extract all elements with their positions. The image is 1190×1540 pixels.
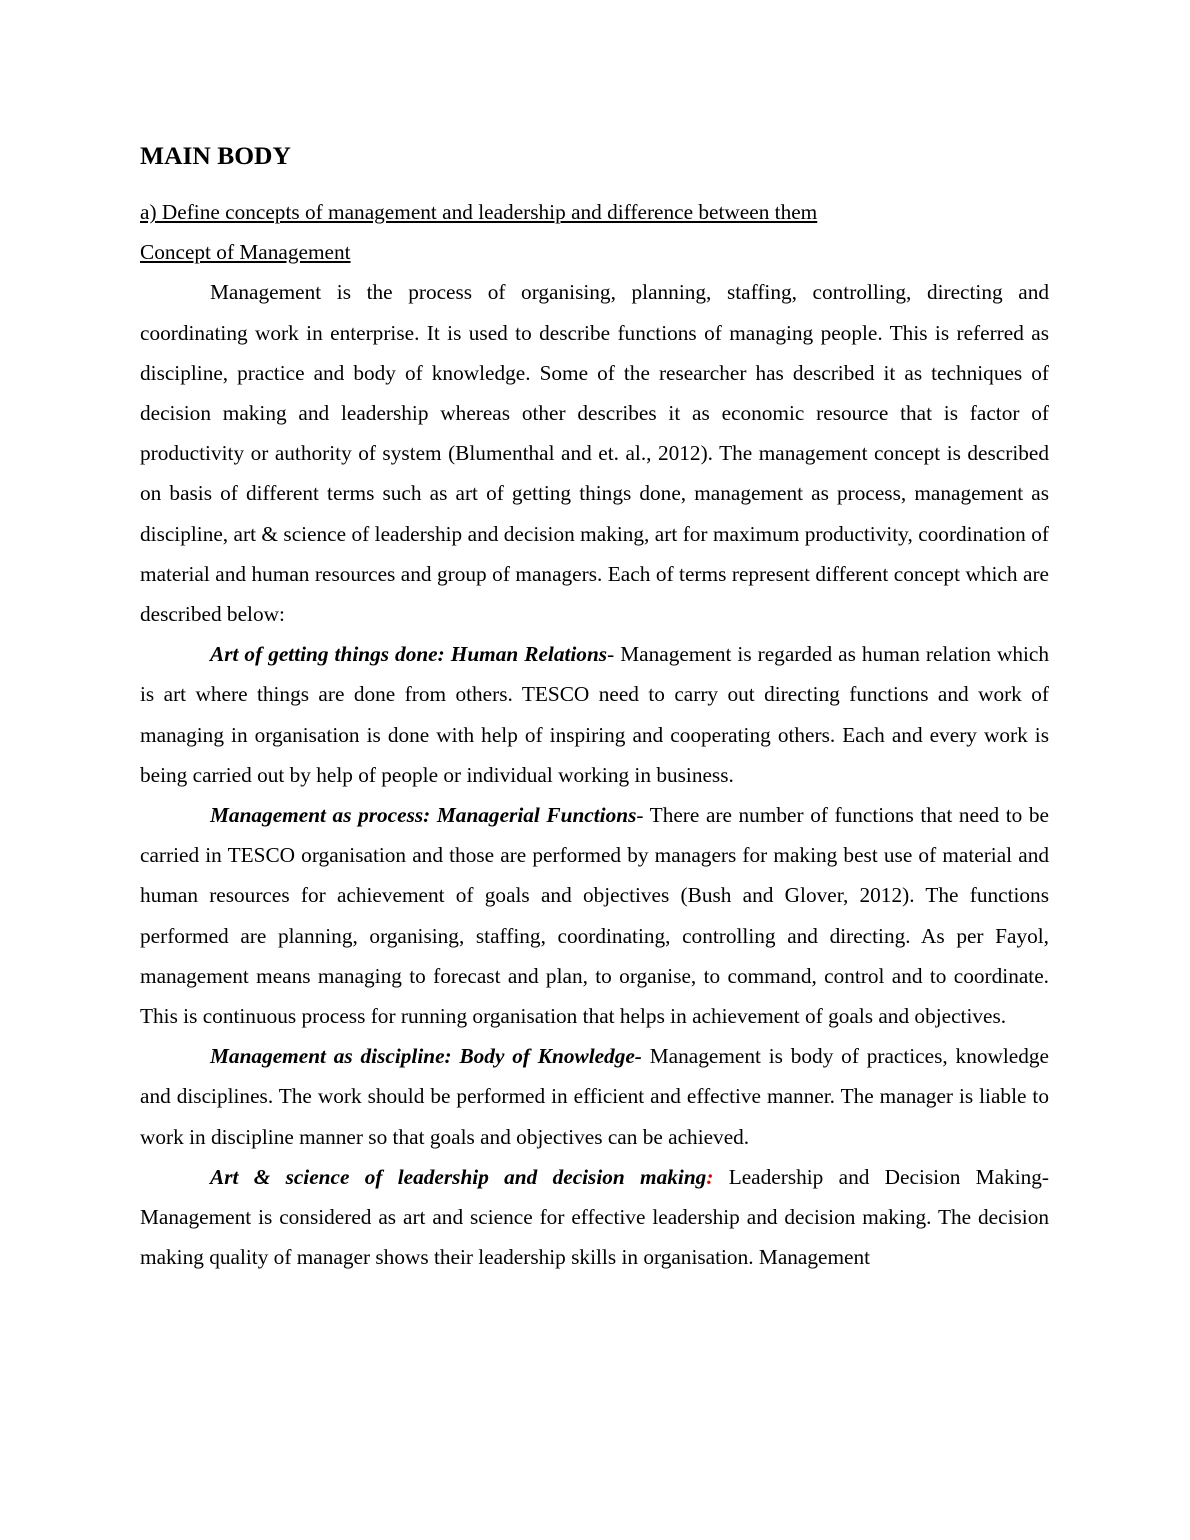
paragraph-lead: Art of getting things done: Human Relations [210,642,608,667]
paragraph-lead: Management as process: Managerial Functions [210,803,637,828]
document-page [140,138,1049,1277]
paragraph-text: Management is regarded as human relation which is art where things are done from others. TESCO need to carry out directing functions and work of managing in organisation is done with help of inspiring and cooperating others. Each and every work is being carried out by help of people or individual working in business. [140,642,1050,787]
subheading: Concept of Management [140,240,351,265]
paragraph-lead: Management as discipline: Body of Knowledge- [210,1044,642,1069]
paragraph-managerial-functions [140,795,1049,1036]
paragraph-separator: - [636,803,644,828]
paragraph-leadership-decision [140,1157,1049,1278]
paragraph-separator: : [706,1164,714,1189]
paragraph-body-of-knowledge [140,1036,1049,1157]
paragraph-text: There are number of functions that need to be carried in TESCO organisation and those are performed by managers for making best use of material and human resources for achievement of goals and objectives (Bush and Glover, 2012). The functions performed are planning, organising, staffing, coordinating, controlling and directing. As per Fayol, management means managing to forecast and plan, to organise, to command, control and to coordinate. This is continuous process for running organisation that helps in achievement of goals and objectives. [140,803,1050,1029]
main-title: MAIN BODY [140,141,291,170]
paragraph-intro [140,272,1049,634]
paragraph-text: Management is body of practices, knowledge and disciplines. The work should be performed in efficient and effective manner. The manager is liable to work in discipline manner so that goals and objectives can be achieved. [140,1044,1049,1149]
paragraph-separator: - [607,642,615,667]
paragraph-human-relations [140,634,1049,795]
paragraph-lead: Art & science of leadership and decision making [210,1164,707,1189]
section-heading: a) Define concepts of management and leadership and difference between them [140,200,818,224]
paragraph-text: Management is the process of organising, planning, staffing, controlling, directing and coordinating work in enterprise. It is used to describe functions of managing people. This is referred as discipline, practice and body of knowledge. Some of the researcher has described it as techniques of decision making and leadership whereas other describes it as economic resource that is factor of productivity or authority of system (Blumenthal and et. al., 2012). The management concept is described on basis of different terms such as art of getting things done, management as process, management as discipline, art & science of leadership and decision making, art for maximum productivity, coordination of material and human resources and group of managers. Each of terms represent different concept which are described below: [140,280,1049,627]
paragraph-text: Leadership and Decision Making- Management is considered as art and science for effective leadership and decision making. The decision making quality of manager shows their leadership skills in organisation. Management [140,1164,1050,1270]
